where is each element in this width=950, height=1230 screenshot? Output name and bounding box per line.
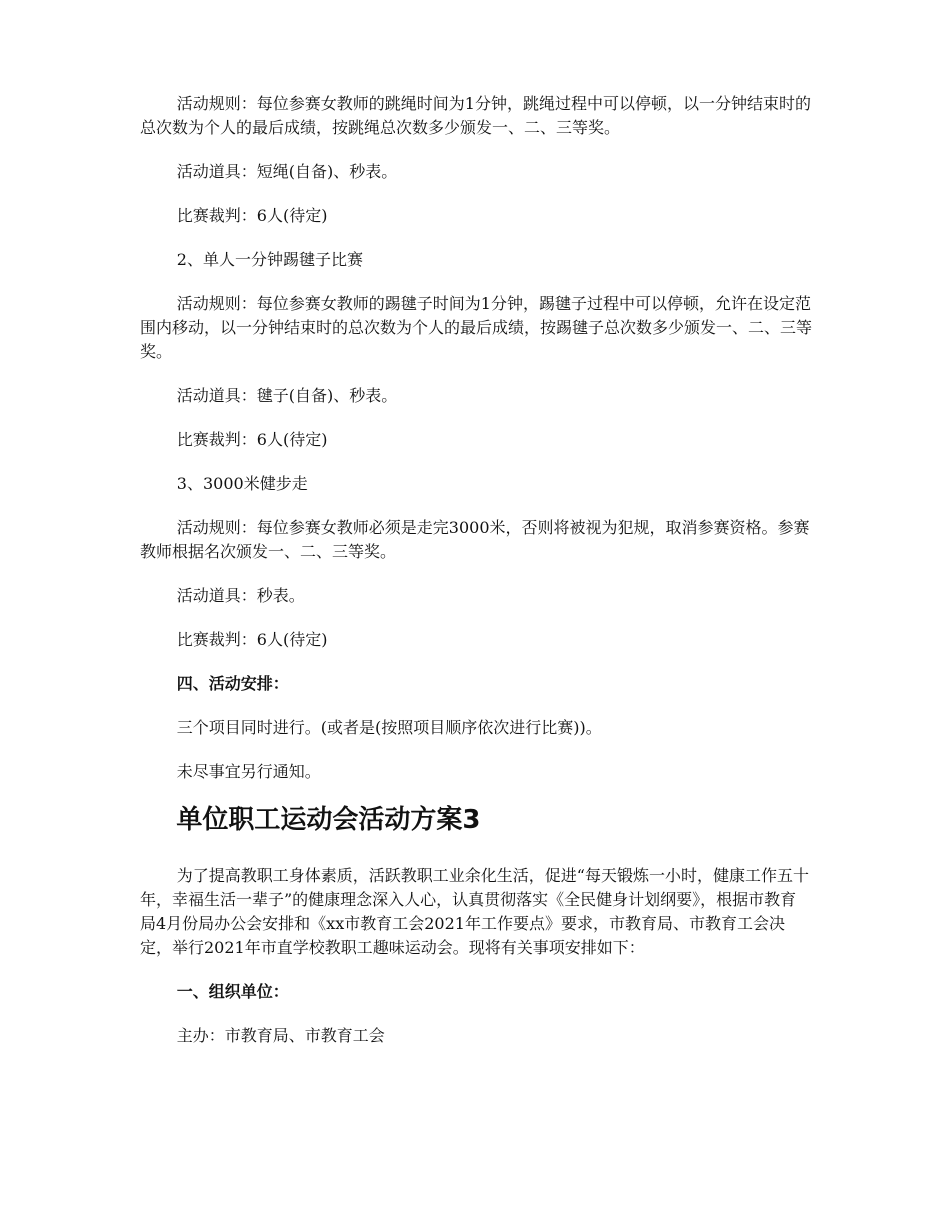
referee-paragraph-shuttlecock: 比赛裁判：6人(待定) — [176, 430, 328, 449]
rule-paragraph-jump-rope: 活动规则：每位参赛女教师的跳绳时间为1分钟，跳绳过程中可以停顿，以一分钟结束时的总次数为个人的最后成绩，按跳绳总次数多少颁发一、二、三等奖。 — [140, 94, 811, 137]
referee-paragraph-jump-rope: 比赛裁判：6人(待定) — [176, 206, 328, 225]
notice-paragraph: 未尽事宜另行通知。 — [176, 762, 321, 781]
document-page — [140, 92, 812, 1048]
rule-paragraph-shuttlecock: 活动规则：每位参赛女教师的踢毽子时间为1分钟，踢毽子过程中可以停顿，允许在设定范围内移动，以一分钟结束时的总次数为个人的最后成绩，按踢毽子总次数多少颁发一、二、三等奖。 — [140, 294, 813, 361]
section-heading-arrangement: 四、活动安排： — [176, 674, 289, 693]
section-heading-organizer: 一、组织单位： — [176, 982, 289, 1001]
arrangement-paragraph: 三个项目同时进行。(或者是(按照项目顺序依次进行比赛))。 — [176, 718, 602, 737]
item-heading-shuttlecock: 2、单人一分钟踢毽子比赛 — [176, 250, 363, 269]
rule-paragraph-walk: 活动规则：每位参赛女教师必须是走完3000米，否则将被视为犯规，取消参赛资格。参赛教师根据名次颁发一、二、三等奖。 — [140, 518, 810, 561]
props-paragraph-shuttlecock: 活动道具：毽子(自备)、秒表。 — [176, 386, 398, 405]
referee-paragraph-walk: 比赛裁判：6人(待定) — [176, 630, 328, 649]
props-paragraph-walk: 活动道具：秒表。 — [176, 586, 305, 605]
props-paragraph-jump-rope: 活动道具：短绳(自备)、秒表。 — [176, 162, 398, 181]
plan-3-title: 单位职工运动会活动方案3 — [176, 805, 481, 835]
item-heading-walk: 3、3000米健步走 — [176, 474, 308, 493]
plan-3-intro: 为了提高教职工身体素质，活跃教职工业余化生活，促进“每天锻炼一小时，健康工作五十年，幸福生活一辈子”的健康理念深入人心，认真贯彻落实《全民健身计划纲要》，根据市教育局4月份局办公会安排和《xx市教育工会2021年工作要点》要求，市教育局、市教育工会决定，举行2021年市直学校教职工趣味运动会。现将有关事项安排如下： — [140, 866, 809, 957]
organizer-paragraph: 主办：市教育局、市教育工会 — [176, 1026, 385, 1045]
